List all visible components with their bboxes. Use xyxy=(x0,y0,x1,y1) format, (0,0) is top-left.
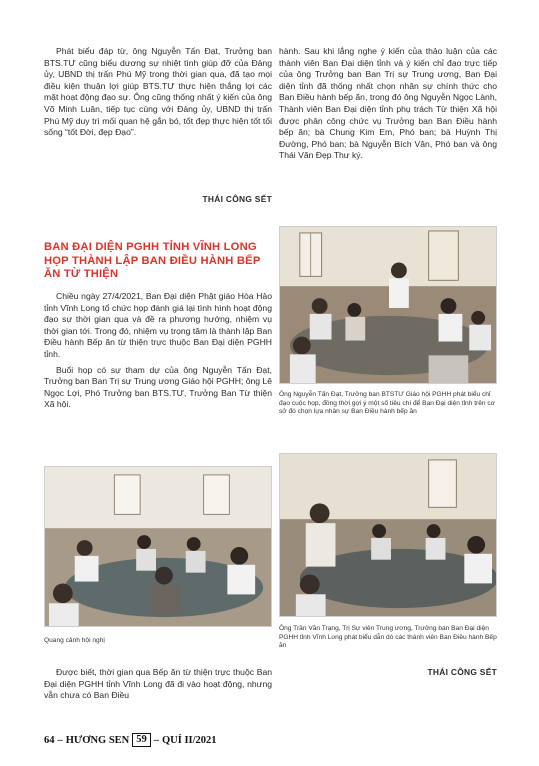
caption-photo1: Ông Nguyễn Tấn Đạt, Trưởng ban BTSTƯ Giáo hội PGHH phát biểu chỉ đạo cuộc họp, đồng thời gợi ý một số tiêu chí để Ban Đại diện tỉnh trên cơ sở đó chọn lựa nhân sự Ban Điều hành bếp ăn xyxy=(279,391,496,416)
top-right-column xyxy=(279,46,497,166)
magazine-name: HƯƠNG SEN xyxy=(65,734,130,746)
paragraph: Buổi họp có sự tham dự của ông Nguyễn Tấn Đạt, Trưởng ban Ban Trị sự Trung ương Giáo hội PGHH; ông Lê Ngọc Lợi, Phó Trưởng ban BTS.TƯ, Trưởng Ban Từ thiện Xã hội. xyxy=(44,364,272,410)
caption-photo2: Quang cảnh hội nghị xyxy=(44,637,105,644)
article-headline: BAN ĐẠI DIỆN PGHH TỈNH VĨNH LONG HỌP THÀNH LẬP BAN ĐIỀU HÀNH BẾP ĂN TỪ THIỆN xyxy=(44,241,261,280)
paragraph: Phát biểu đáp từ, ông Nguyễn Tấn Đạt, Trưởng ban BTS.TƯ cũng biểu dương sự nhiệt tình giúp đỡ của Đảng ủy, UBND thị trấn Phú Mỹ trong thời gian qua, đã tạo mọi điều kiện thuận lợi giúp BTS.TƯ thực hiện thắng lợi các mặt hoạt động đạo sự. Ông cũng thống nhất ý kiến của ông Võ Minh Luân, tiếp tục cùng với Đảng ủy, UBND thị trấn Phú Mỹ duy trì mối quan hệ gắn bó, tốt đẹp thực hiện tốt tối sống “tốt Đời, đẹp Đạo”. xyxy=(44,46,272,138)
paragraph: hành. Sau khi lắng nghe ý kiến của thảo luận của các thành viên Ban Đại diện tỉnh và ý kiến chỉ đạo trực tiếp của ông Trưởng ban Ban Trị sự Trung ương, Ban Đại diện tỉnh đã thống nhất chọn nhân sự chính thức cho Ban Điều hành bếp ăn, trong đó ông Nguyễn Ngọc Lành, Thành viên Ban Đại diện tỉnh phụ trách Từ thiện Xã hội được phân công chức vụ Trưởng ban Ban Điều hành bếp ăn; bà Chung Kim Em, Phó ban; bà Huỳnh Thị Đường, Phó ban; bà Nguyễn Bích Vân, Phó ban và ông Thái Văn Đẹp Thư ký. xyxy=(279,46,497,161)
footer-dash: – xyxy=(153,734,159,746)
page-footer xyxy=(44,733,504,747)
meeting-photo-speaker xyxy=(279,226,497,384)
paragraph: Chiều ngày 27/4/2021, Ban Đại diện Phật giáo Hòa Hảo tỉnh Vĩnh Long tổ chức họp đánh giá lại tình hình hoạt động đạo sự thời gian qua và đề ra phương hướng, nhiệm vụ thời gian tới. Trong đó, nhiệm vụ trọng tâm là thành lập Ban Điều hành Bếp ăn từ thiện trực thuộc Ban Đại diện PGHH tỉnh. xyxy=(44,291,272,359)
top-left-column xyxy=(44,46,272,143)
meeting-photo-overview xyxy=(44,466,272,627)
bottom-left-paragraph xyxy=(44,667,272,706)
article-body xyxy=(44,291,272,415)
quarter: QUÍ II/2021 xyxy=(162,734,217,746)
signature-bottom: THÁI CÔNG SẾT xyxy=(427,667,497,677)
footer-dash: – xyxy=(57,734,63,746)
meeting-photo-president xyxy=(279,453,497,617)
caption-photo3: Ông Trần Văn Trạng, Trị Sự viên Trung ương, Trưởng ban Ban Đại diện PGHH tỉnh Vĩnh Long phát biểu dẫn dò các thành viên Ban Điều hành Bếp ăn xyxy=(279,625,497,650)
paragraph: Được biết, thời gian qua Bếp ăn từ thiện trực thuộc Ban Đại diện PGHH tỉnh Vĩnh Long đã đi vào hoạt động, nhưng vẫn chưa có Ban Điều xyxy=(44,667,272,701)
signature-top: THÁI CÔNG SẾT xyxy=(202,194,272,204)
page-number: 64 xyxy=(44,734,55,746)
issue-number: 59 xyxy=(132,733,151,747)
